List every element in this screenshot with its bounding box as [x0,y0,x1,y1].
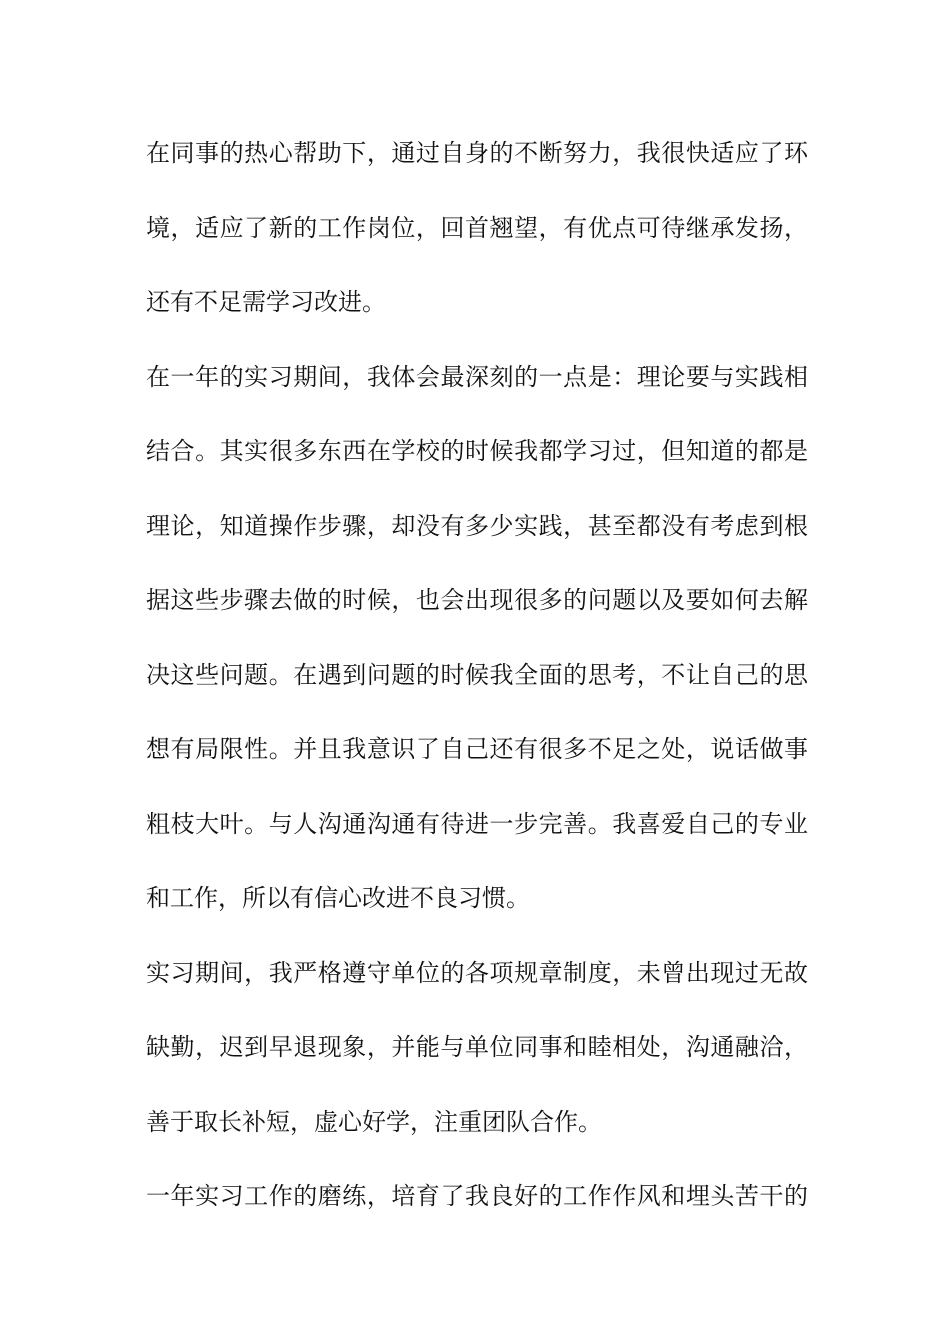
text-line: 决这些问题。在遇到问题的时候我全面的思考，不让自己的思 [146,660,808,689]
document-body [146,128,808,1246]
text-line: 和工作，所以有信心改进不良习惯。 [146,884,530,912]
text-line: 在一年的实习期间，我体会最深刻的一点是：理论要与实践相 [146,362,808,391]
text-line: 理论，知道操作步骤，却没有多少实践，甚至都没有考虑到根 [146,511,808,540]
text-line: 想有局限性。并且我意识了自己还有很多不足之处，说话做事 [146,735,808,763]
text-line: 粗枝大叶。与人沟通沟通有待进一步完善。我喜爱自己的专业 [146,809,808,838]
text-line: 还有不足需学习改进。 [146,288,386,316]
text-line: 实习期间，我严格遵守单位的各项规章制度，未曾出现过无故 [146,958,808,987]
text-line: 在同事的热心帮助下，通过自身的不断努力，我很快适应了环 [146,139,808,167]
text-line: 缺勤，迟到早退现象，并能与单位同事和睦相处，沟通融洽， [146,1033,808,1061]
text-line: 结合。其实很多东西在学校的时候我都学习过，但知道的都是 [146,437,808,465]
text-line: 境，适应了新的工作岗位，回首翘望，有优点可待继承发扬， [146,213,808,242]
text-line: 一年实习工作的磨练，培育了我良好的工作作风和埋头苦干的 [146,1182,808,1210]
text-line: 善于取长补短，虚心好学，注重团队合作。 [146,1107,602,1136]
text-line: 据这些步骤去做的时候，也会出现很多的问题以及要如何去解 [146,586,808,614]
